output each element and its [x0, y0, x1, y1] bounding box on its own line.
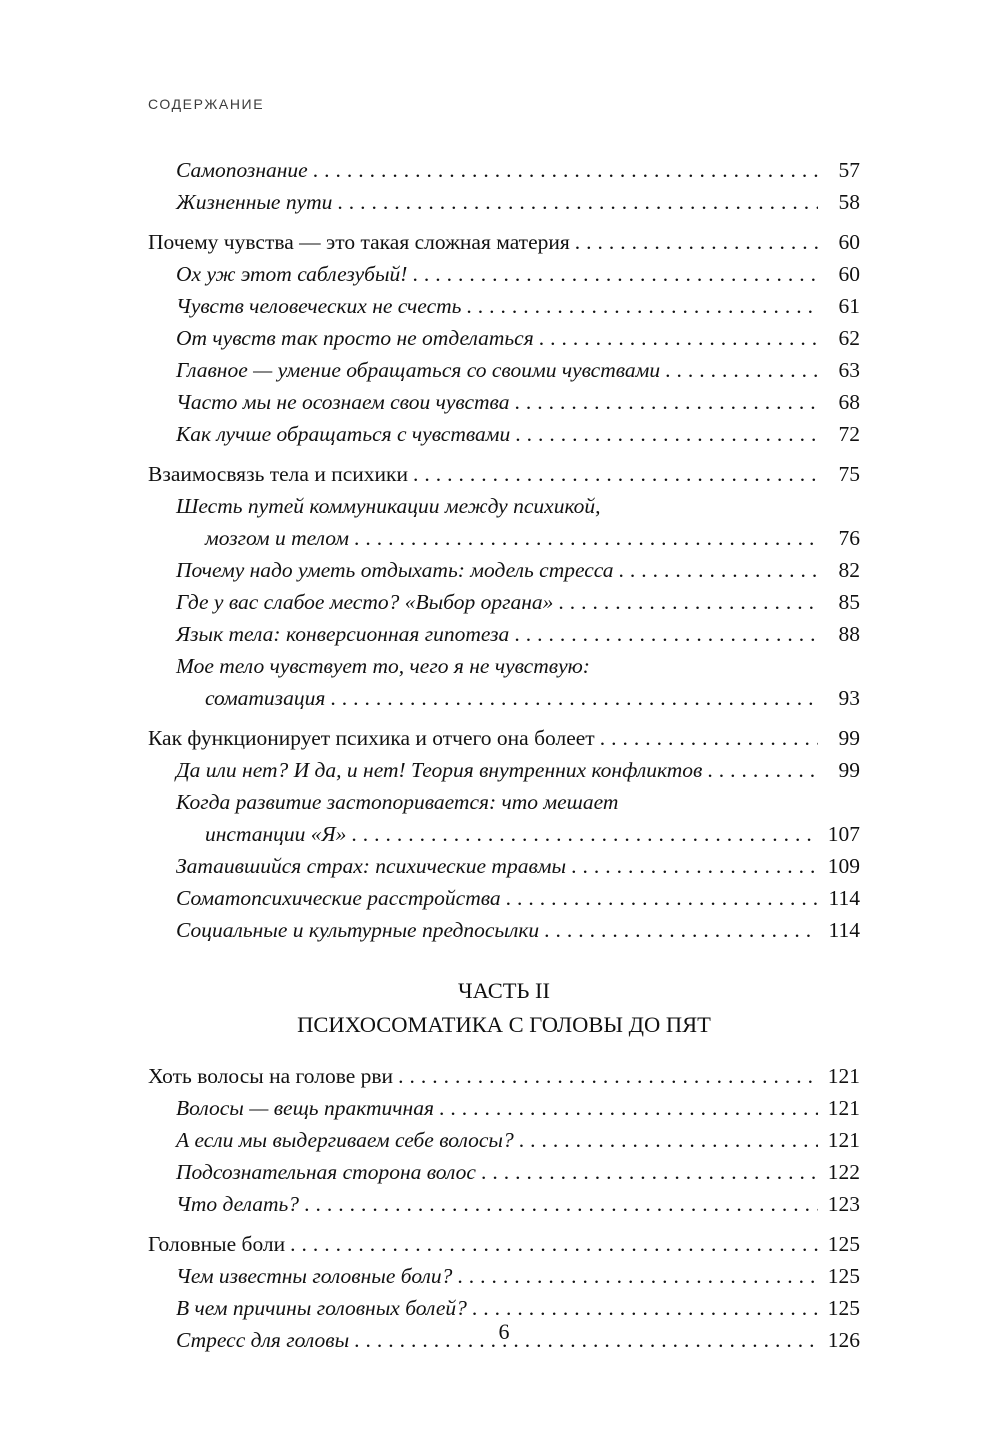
dot-leader: [466, 290, 818, 322]
toc-entry: [148, 682, 860, 714]
dot-leader: [707, 754, 818, 786]
dot-leader: [413, 458, 818, 490]
toc-entry-title: Шесть путей коммуникации между психикой,: [176, 494, 601, 518]
toc-entry-title: Головные боли: [148, 1232, 286, 1256]
toc-entry-title: Ох уж этот саблезубый!: [176, 262, 408, 286]
dot-leader: [481, 1156, 818, 1188]
toc-entry-page: 107: [827, 822, 860, 846]
toc-entry-title: Чувств человеческих не счесть: [176, 294, 462, 318]
toc-entry-title: Стресс для головы: [176, 1328, 350, 1352]
part-heading-line: ЧАСТЬ II: [457, 978, 551, 1003]
toc-entry-title: Мое тело чувствует то, чего я не чувствую:: [176, 654, 590, 678]
dot-leader: [506, 882, 818, 914]
toc-entry-page: 57: [838, 158, 860, 182]
toc-entry-title: Соматопсихические расстройства: [176, 886, 501, 910]
toc-entry-page: 122: [827, 1160, 860, 1184]
toc-entry: [148, 1188, 860, 1220]
dot-leader: [539, 322, 818, 354]
toc-entry: [148, 354, 860, 386]
toc-entry: [148, 522, 860, 554]
page-number: 6: [498, 1319, 510, 1344]
toc-entry-title: А если мы выдергиваем себе волосы?: [176, 1128, 514, 1152]
dot-leader: [304, 1188, 818, 1220]
toc-entry-page: 72: [838, 422, 860, 446]
toc-entry-title: От чувств так просто не отделаться: [176, 326, 534, 350]
toc-entry-title: Главное — умение обращаться со своими чувствами: [176, 358, 661, 382]
toc-entry-page: 114: [828, 886, 860, 910]
toc-entry: [148, 490, 860, 522]
toc-entry-title: Чем известны головные боли?: [176, 1264, 453, 1288]
toc-entry-page: 68: [838, 390, 860, 414]
dot-leader: [514, 618, 818, 650]
toc-entry-page: 125: [827, 1264, 860, 1288]
toc-entry-page: 125: [827, 1232, 860, 1256]
dot-leader: [337, 186, 818, 218]
toc-entry-title: соматизация: [205, 686, 326, 710]
toc-entry: [148, 882, 860, 914]
toc-entry-title: Взаимосвязь тела и психики: [148, 462, 408, 486]
toc-entry: [148, 258, 860, 290]
toc-entry-title: Часто мы не осознаем свои чувства: [176, 390, 510, 414]
toc-entry-page: 82: [838, 558, 860, 582]
toc-entry-page: 63: [838, 358, 860, 382]
dot-leader: [514, 386, 818, 418]
toc-entry: [148, 722, 860, 754]
running-head: СОДЕРЖАНИЕ: [148, 96, 265, 112]
toc-entry: [148, 386, 860, 418]
toc-entry: [148, 818, 860, 850]
dot-leader: [412, 258, 818, 290]
part-heading-line: ПСИХОСОМАТИКА С ГОЛОВЫ ДО ПЯТ: [297, 1012, 711, 1037]
toc-entry-title: Почему надо уметь отдыхать: модель стресса: [176, 558, 614, 582]
toc-entry-page: 93: [838, 686, 860, 710]
toc-entry-title: Что делать?: [176, 1192, 300, 1216]
toc-entry-title: Подсознательная сторона волос: [176, 1160, 476, 1184]
toc-entry: [148, 418, 860, 450]
toc-entry: [148, 914, 860, 946]
toc-entry-title: Как функционирует психика и отчего она болеет: [148, 726, 595, 750]
toc-entry-page: 60: [838, 262, 860, 286]
toc-entry-title: мозгом и телом: [205, 526, 349, 550]
toc-entry-title: Волосы — вещь практичная: [176, 1096, 434, 1120]
toc-entry-title: Самопознание: [176, 158, 308, 182]
dot-leader: [351, 818, 818, 850]
toc-entry-page: 61: [838, 294, 860, 318]
toc-list: [148, 154, 860, 1356]
toc-entry-title: В чем причины головных болей?: [176, 1296, 467, 1320]
toc-entry: [148, 754, 860, 786]
dot-leader: [354, 522, 818, 554]
toc-entry: [148, 554, 860, 586]
toc-entry-page: 60: [838, 230, 860, 254]
toc-entry: [148, 226, 860, 258]
toc-entry: [148, 1260, 860, 1292]
toc-entry-title: Язык тела: конверсионная гипотеза: [176, 622, 510, 646]
toc-entry-page: 121: [827, 1064, 860, 1088]
toc-entry: [148, 186, 860, 218]
toc-entry: [148, 1060, 860, 1092]
toc-entry-page: 88: [838, 622, 860, 646]
toc-entry-title: Где у вас слабое место? «Выбор органа»: [176, 590, 554, 614]
dot-leader: [575, 226, 818, 258]
toc-entry: [148, 154, 860, 186]
toc-entry: [148, 786, 860, 818]
dot-leader: [457, 1260, 818, 1292]
toc-entry-page: 85: [838, 590, 860, 614]
toc-entry-page: 123: [827, 1192, 860, 1216]
toc-entry-page: 62: [838, 326, 860, 350]
dot-leader: [665, 354, 818, 386]
toc-entry-title: Социальные и культурные предпосылки: [176, 918, 540, 942]
dot-leader: [398, 1060, 818, 1092]
toc-entry: [148, 650, 860, 682]
part-heading: [148, 974, 860, 1042]
dot-leader: [515, 418, 818, 450]
toc-entry: [148, 618, 860, 650]
toc-entry-page: 121: [827, 1128, 860, 1152]
toc-entry-title: Почему чувства — это такая сложная материя: [148, 230, 570, 254]
toc-entry-page: 109: [827, 854, 860, 878]
toc-entry-title: Затаившийся страх: психические травмы: [176, 854, 567, 878]
toc-entry: [148, 290, 860, 322]
toc-entry-title: инстанции «Я»: [205, 822, 347, 846]
dot-leader: [330, 682, 818, 714]
toc-entry-page: 125: [827, 1296, 860, 1320]
toc-entry-page: 121: [827, 1096, 860, 1120]
toc-entry-title: Хоть волосы на голове рви: [148, 1064, 394, 1088]
dot-leader: [439, 1092, 818, 1124]
dot-leader: [519, 1124, 818, 1156]
toc-entry-page: 126: [827, 1328, 860, 1352]
dot-leader: [313, 154, 818, 186]
toc-entry-page: 99: [838, 758, 860, 782]
toc-entry: [148, 850, 860, 882]
toc-entry: [148, 322, 860, 354]
toc-entry-title: Как лучше обращаться с чувствами: [176, 422, 511, 446]
toc-entry-page: 99: [838, 726, 860, 750]
toc-entry-page: 75: [838, 462, 860, 486]
dot-leader: [600, 722, 818, 754]
toc-entry-title: Да или нет? И да, и нет! Теория внутренних конфликтов: [176, 758, 703, 782]
toc-entry-page: 114: [828, 918, 860, 942]
dot-leader: [290, 1228, 818, 1260]
dot-leader: [571, 850, 818, 882]
toc-entry: [148, 586, 860, 618]
toc-entry: [148, 458, 860, 490]
toc-entry-title: Когда развитие застопоривается: что мешает: [176, 790, 619, 814]
dot-leader: [619, 554, 818, 586]
toc-entry-title: Жизненные пути: [176, 190, 333, 214]
toc-entry: [148, 1156, 860, 1188]
toc-entry: [148, 1228, 860, 1260]
toc-entry-page: 58: [838, 190, 860, 214]
toc-entry: [148, 1124, 860, 1156]
toc-entry: [148, 1092, 860, 1124]
dot-leader: [558, 586, 818, 618]
dot-leader: [544, 914, 818, 946]
toc-entry-page: 76: [838, 526, 860, 550]
